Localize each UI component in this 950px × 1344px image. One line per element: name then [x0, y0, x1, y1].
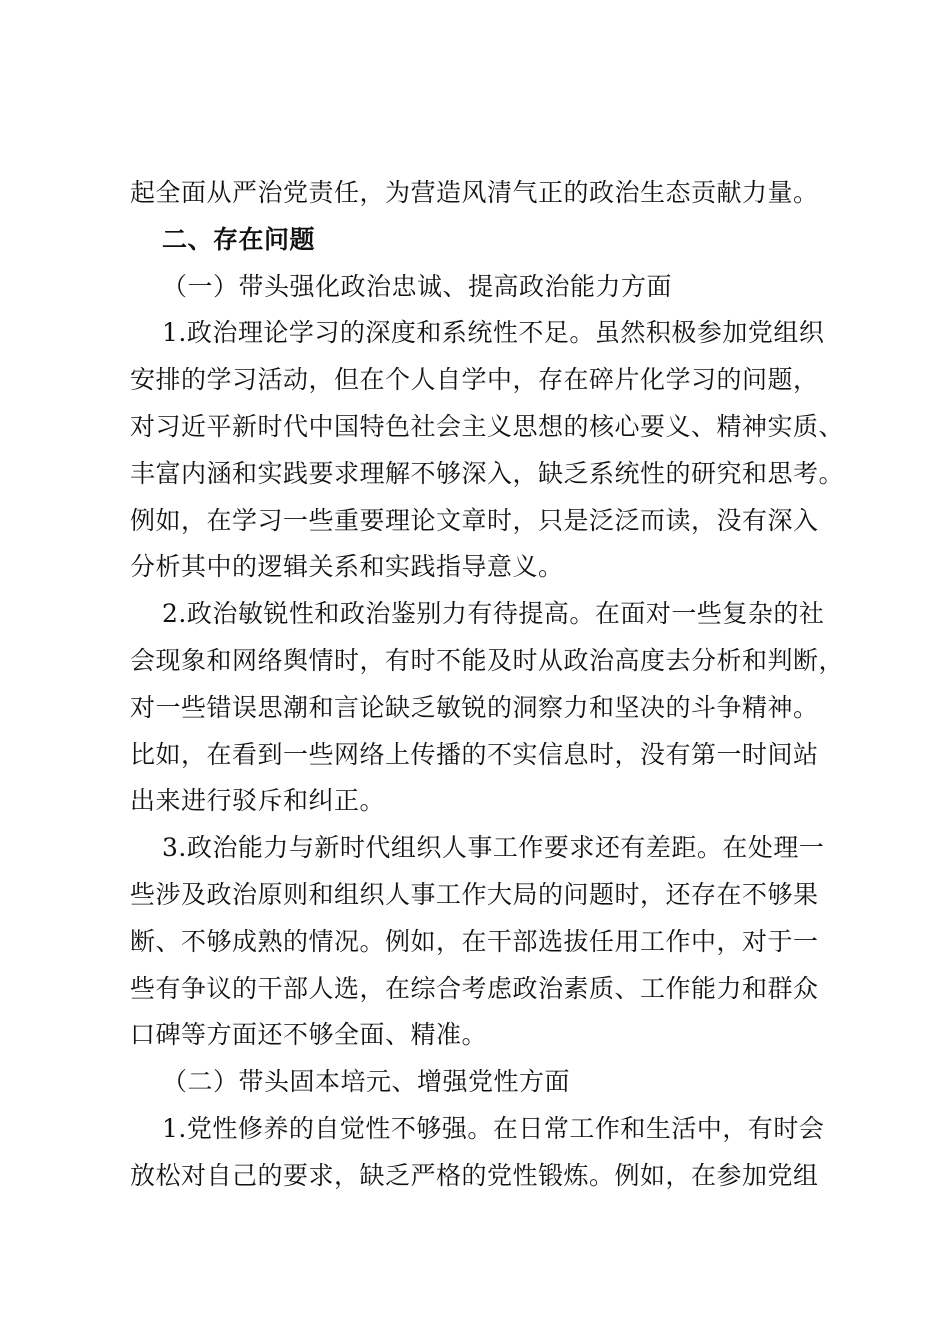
- item-2-line-3: 对一些错误思潮和言论缺乏敏锐的洞察力和坚决的斗争精神。: [130, 692, 819, 722]
- subsection-heading: （一）带头强化政治忠诚、提高政治能力方面: [162, 271, 673, 301]
- item-1-line-6: 分析其中的逻辑关系和实践指导意义。: [130, 552, 564, 582]
- item-1-line-3: 对习近平新时代中国特色社会主义思想的核心要义、精神实质、: [130, 411, 845, 441]
- item-1-line-4: 丰富内涵和实践要求理解不够深入，缺乏系统性的研究和思考。: [130, 458, 845, 488]
- item-2-line-4: 比如，在看到一些网络上传播的不实信息时，没有第一时间站: [130, 739, 819, 769]
- item-2-line-5: 出来进行驳斥和纠正。: [130, 786, 386, 816]
- item-1-line-2: 安排的学习活动，但在个人自学中，存在碎片化学习的问题，: [130, 365, 819, 395]
- item-3-line-5: 口碑等方面还不够全面、精准。: [130, 1020, 488, 1050]
- paragraph-continuation-line: 起全面从严治党责任，为营造风清气正的政治生态贡献力量。: [130, 178, 819, 207]
- item-2-line-1: 2.政治敏锐性和政治鉴别力有待提高。在面对一些复杂的社: [162, 599, 825, 629]
- item-1b-line-1: 1.党性修养的自觉性不够强。在日常工作和生活中，有时会: [162, 1113, 825, 1143]
- document-body: [130, 170, 845, 1200]
- item-3-line-3: 断、不够成熟的情况。例如，在干部选拔任用工作中，对于一: [130, 926, 819, 956]
- item-1-line-1: 1.政治理论学习的深度和系统性不足。虽然积极参加党组织: [162, 318, 825, 348]
- item-3-line-4: 些有争议的干部人选，在综合考虑政治素质、工作能力和群众: [130, 973, 819, 1003]
- item-3-line-2: 些涉及政治原则和组织人事工作大局的问题时，还存在不够果: [130, 879, 819, 909]
- subsection-heading: （二）带头固本培元、增强党性方面: [162, 1067, 571, 1097]
- item-3-line-1: 3.政治能力与新时代组织人事工作要求还有差距。在处理一: [162, 833, 825, 863]
- item-1-line-5: 例如，在学习一些重要理论文章时，只是泛泛而读，没有深入: [130, 505, 819, 535]
- section-heading: 二、存在问题: [162, 224, 316, 254]
- item-1b-line-2: 放松对自己的要求，缺乏严格的党性锻炼。例如，在参加党组: [130, 1160, 819, 1190]
- item-2-line-2: 会现象和网络舆情时，有时不能及时从政治高度去分析和判断，: [130, 645, 845, 675]
